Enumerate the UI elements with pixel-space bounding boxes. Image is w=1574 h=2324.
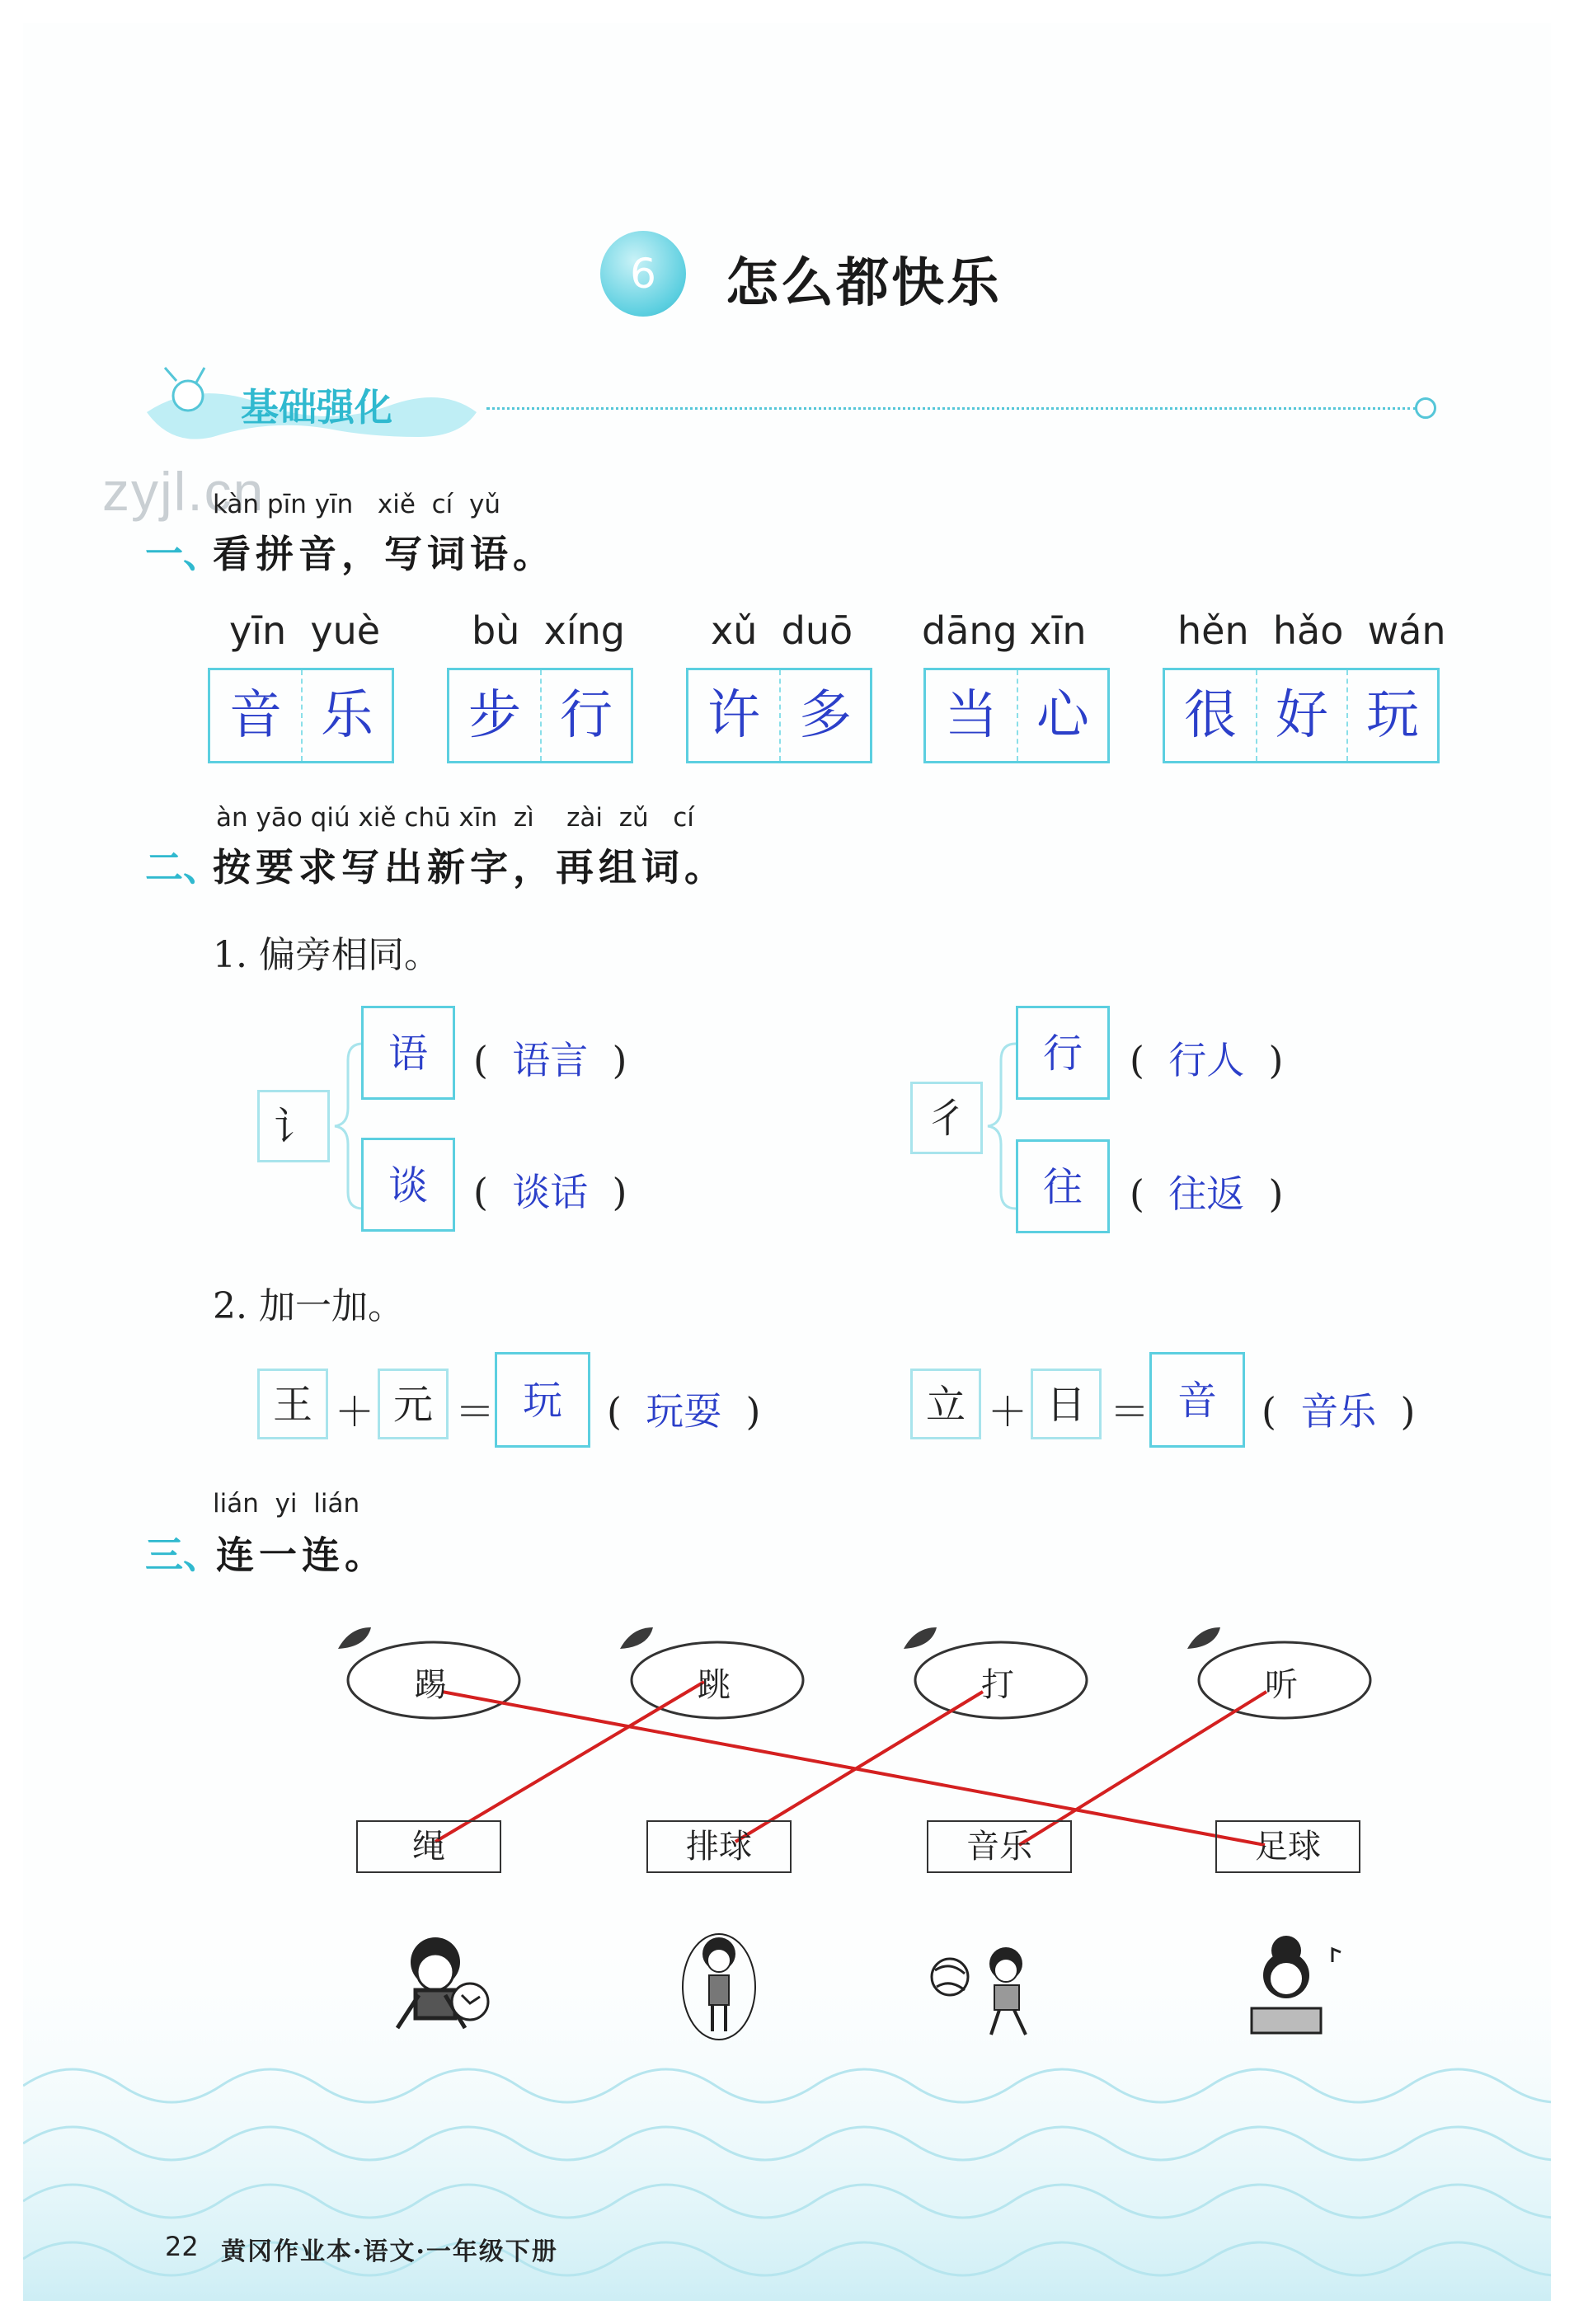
- lesson-number-badge: 6: [600, 231, 686, 317]
- q2-pinyin: àn yāo qiú xiě chū xīn zì zài zǔ cí: [216, 803, 694, 833]
- noun-box[interactable]: 绳: [356, 1820, 501, 1873]
- answer-char-box[interactable]: 谈: [361, 1138, 455, 1232]
- q3-text: 连一连。: [216, 1533, 388, 1577]
- word-blank[interactable]: ( 行人 ): [1130, 1038, 1284, 1082]
- answer-char[interactable]: 好: [1256, 670, 1346, 761]
- q1-item-pinyin: bù xíng: [472, 608, 625, 653]
- answer-word: 谈话: [512, 1170, 589, 1214]
- answer-word: 行人: [1168, 1038, 1245, 1082]
- answer-char[interactable]: 步: [468, 685, 521, 746]
- book-title: 黄冈作业本·语文·一年级下册: [221, 2237, 558, 2266]
- leaf-icon: [904, 1627, 937, 1649]
- word-blank[interactable]: ( 语言 ): [473, 1038, 627, 1082]
- addend-box: 日: [1031, 1369, 1102, 1439]
- leaf-icon: [338, 1627, 371, 1649]
- equals-sign: ＝: [455, 1389, 496, 1435]
- q3-pinyin: lián yi lián: [213, 1489, 360, 1519]
- answer-char-box[interactable]: 玩: [495, 1352, 590, 1448]
- leaf-icon: [1187, 1627, 1220, 1649]
- answer-char[interactable]: 很: [1184, 685, 1237, 746]
- answer-char-box[interactable]: 行: [1016, 1006, 1110, 1100]
- match-line-hit-volleyball: [735, 1692, 983, 1842]
- noun-box[interactable]: 音乐: [927, 1820, 1072, 1873]
- q1-pinyin: kàn pīn yīn xiě cí yǔ: [213, 490, 500, 519]
- answer-char[interactable]: 心: [1017, 670, 1107, 761]
- word-blank[interactable]: ( 音乐 ): [1262, 1389, 1416, 1434]
- q1-text: 看拼音，写词语。: [213, 532, 556, 576]
- kid-kicking-ball-icon: [397, 1937, 488, 2028]
- answer-char[interactable]: 乐: [301, 670, 392, 761]
- q1-item-pinyin: dāng xīn: [922, 608, 1087, 653]
- leaf-icon: [620, 1627, 653, 1649]
- addend-box: 元: [378, 1369, 449, 1439]
- noun-box[interactable]: 足球: [1215, 1820, 1360, 1873]
- kid-jumping-rope-icon: [683, 1934, 755, 2040]
- q1-number: 一、: [145, 532, 221, 576]
- answer-word: 音乐: [1300, 1389, 1377, 1434]
- q1-item-pinyin: xǔ duō: [711, 608, 853, 653]
- kid-listening-music-icon: [1252, 1936, 1341, 2033]
- q1-item-pinyin: hěn hǎo wán: [1177, 608, 1446, 653]
- answer-char-box[interactable]: 往: [1016, 1139, 1110, 1233]
- answer-char[interactable]: 行: [540, 670, 631, 761]
- addend-box: 王: [257, 1369, 328, 1439]
- word-blank[interactable]: ( 往返 ): [1130, 1171, 1284, 1216]
- answer-char[interactable]: 多: [779, 670, 870, 761]
- verb-word[interactable]: 听: [1265, 1666, 1298, 1704]
- answer-char-box[interactable]: 音: [1149, 1352, 1245, 1448]
- section-title: 基础强化: [241, 385, 392, 430]
- q2-sub2-label: 2. 加一加。: [213, 1285, 404, 1327]
- answer-word: 语言: [512, 1038, 589, 1082]
- radical-box: 彳: [910, 1082, 983, 1154]
- equals-sign: ＝: [1110, 1389, 1150, 1435]
- answer-word: 往返: [1168, 1171, 1245, 1216]
- plus-sign: ＋: [988, 1389, 1028, 1435]
- page-number: 22: [165, 2231, 199, 2262]
- noun-box[interactable]: 排球: [646, 1820, 792, 1873]
- q3-number: 三、: [145, 1533, 221, 1577]
- answer-char[interactable]: 许: [707, 685, 760, 746]
- watermark: zyjl.cn: [102, 461, 265, 522]
- word-blank[interactable]: ( 玩耍 ): [607, 1389, 761, 1434]
- lesson-title: 怎么都快乐: [726, 253, 1002, 314]
- plus-sign: ＋: [335, 1389, 375, 1435]
- kid-playing-volleyball-icon: [932, 1947, 1026, 2035]
- radical-box: 讠: [257, 1090, 330, 1162]
- q2-sub1-label: 1. 偏旁相同。: [213, 934, 440, 976]
- answer-char[interactable]: 玩: [1346, 670, 1437, 761]
- answer-char[interactable]: 当: [945, 685, 998, 746]
- answer-char[interactable]: 音: [229, 685, 282, 746]
- verb-word[interactable]: 打: [981, 1666, 1014, 1704]
- verb-word[interactable]: 跳: [698, 1666, 731, 1704]
- word-blank[interactable]: ( 谈话 ): [473, 1170, 627, 1214]
- q1-item-pinyin: yīn yuè: [229, 608, 381, 653]
- q2-text: 按要求写出新字，再组词。: [213, 845, 727, 890]
- answer-char-box[interactable]: 语: [361, 1006, 455, 1100]
- answer-word: 玩耍: [646, 1389, 722, 1434]
- verb-word[interactable]: 踢: [414, 1666, 447, 1704]
- addend-box: 立: [910, 1369, 981, 1439]
- q2-number: 二、: [145, 845, 221, 890]
